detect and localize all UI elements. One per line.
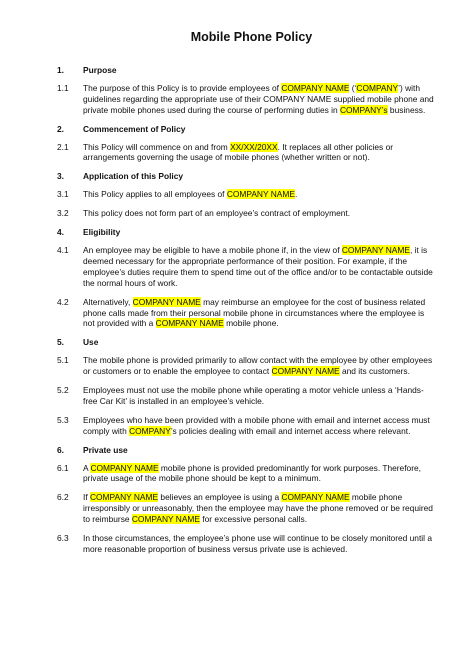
clause-number: 5.3 xyxy=(57,414,69,425)
clause-text xyxy=(83,355,438,377)
clause-number: 3.2 xyxy=(57,208,69,219)
clause-number: 6.3 xyxy=(57,533,69,544)
section-number: 1. xyxy=(57,65,64,75)
clause-text-run: . xyxy=(294,189,298,200)
section-heading xyxy=(57,124,438,135)
placeholder-highlight: COMPANY NAME xyxy=(341,244,410,255)
clause-text xyxy=(83,463,438,485)
clause-text-run: The purpose of this Policy is to provide employees of xyxy=(83,82,282,93)
placeholder-highlight: COMPANY NAME xyxy=(281,82,350,93)
clause-text-run: mobile phone is provided predominantly for work purposes. Therefore, private usage of the mobile phone should be kept to a minimum. xyxy=(83,462,421,484)
clause-text-run: business. xyxy=(387,104,426,115)
placeholder-highlight: COMPANY NAME xyxy=(271,366,340,377)
clause xyxy=(57,492,438,525)
clause xyxy=(57,385,438,407)
clause-text xyxy=(83,189,438,200)
clause-number: 3.1 xyxy=(57,189,69,200)
section-title: Use xyxy=(83,337,99,348)
clause-text-run: This Policy will commence on and from xyxy=(83,141,231,152)
section-number: 4. xyxy=(57,227,64,238)
clause-text xyxy=(83,83,438,116)
clause-text xyxy=(83,245,438,289)
section-heading xyxy=(57,227,438,238)
clause xyxy=(57,83,438,116)
clause-text-run: The mobile phone is provided primarily to allow contact with the employee by other employees or customers or to enable the employee to contact xyxy=(83,355,433,377)
clause-text xyxy=(83,297,438,330)
clause-text-run: (‘ xyxy=(349,82,357,93)
section-heading xyxy=(57,65,438,76)
clause-text-run: If xyxy=(83,492,90,503)
section-number: 3. xyxy=(57,171,64,182)
clause-number: 5.2 xyxy=(57,385,69,396)
clause-number: 4.1 xyxy=(57,244,69,255)
section-title: Private use xyxy=(83,444,128,455)
clause xyxy=(57,533,438,555)
clause xyxy=(57,245,438,289)
clause-text-run: mobile phone. xyxy=(223,318,279,329)
section-heading xyxy=(57,337,438,348)
placeholder-highlight: XX/XX/20XX xyxy=(230,141,278,152)
clause-text-run: Alternatively, xyxy=(83,296,133,307)
section-number: 5. xyxy=(57,337,64,348)
placeholder-highlight: COMPANY NAME xyxy=(155,318,224,329)
clause-text-run: and its customers. xyxy=(339,366,410,377)
document-body xyxy=(57,65,438,555)
clause-text xyxy=(83,385,438,407)
clause-text-run: In those circumstances, the employee’s phone use will continue to be closely monitored until a more reasonable proportion of business versus private use is achieved. xyxy=(83,533,432,554)
clause xyxy=(57,355,438,377)
clause xyxy=(57,415,438,437)
section-title: Commencement of Policy xyxy=(83,123,186,134)
section-heading xyxy=(57,171,438,182)
clause-text-run: may reimburse an employee for the cost of business related phone calls made from their personal mobile phone in circumstances where the employee is not provided with a xyxy=(83,296,426,329)
clause-text-run: ’) with guidelines regarding the appropriate use of their COMPANY NAME supplied mobile phone and private mobile phones used during the course of performing duties in xyxy=(83,82,434,115)
section-heading xyxy=(57,445,438,456)
placeholder-highlight: COMPANY xyxy=(356,82,399,93)
clause xyxy=(57,189,438,200)
clause-number: 6.1 xyxy=(57,462,69,473)
clause-number: 4.2 xyxy=(57,296,69,307)
clause-text xyxy=(83,492,438,525)
clause-number: 5.1 xyxy=(57,355,69,366)
section-title: Application of this Policy xyxy=(83,171,184,182)
clause-text-run: This Policy applies to all employees of xyxy=(83,189,227,200)
section-title: Purpose xyxy=(83,65,117,75)
clause-text-run: mobile phone irresponsibly or unreasonably, then the employee may have the phone removed or be required to reimburse xyxy=(83,492,433,525)
clause-text xyxy=(83,208,438,219)
clause xyxy=(57,142,438,164)
document-title: Mobile Phone Policy xyxy=(190,30,313,44)
clause-text-run: . It replaces all other policies or arrangements governing the usage of mobile phones (whether written or not). xyxy=(83,141,394,163)
section-number: 6. xyxy=(57,444,64,455)
placeholder-highlight: COMPANY’s xyxy=(339,104,388,115)
clause-text xyxy=(83,415,438,437)
clause-text-run: believes an employee is using a xyxy=(158,492,282,503)
clause-text xyxy=(83,142,438,164)
clause xyxy=(57,208,438,219)
clause-number: 6.2 xyxy=(57,492,69,503)
clause-number: 1.1 xyxy=(57,82,69,93)
placeholder-highlight: COMPANY NAME xyxy=(89,492,159,503)
clause-text-run: An employee may be eligible to have a mobile phone if, in the view of xyxy=(83,244,342,255)
clause-text-run: This policy does not form part of an employee’s contract of employment. xyxy=(83,208,351,219)
clause xyxy=(57,297,438,330)
placeholder-highlight: COMPANY NAME xyxy=(226,189,295,200)
placeholder-highlight: COMPANY NAME xyxy=(132,296,201,307)
clause-text-run: Employees who have been provided with a mobile phone with email and internet access must comply with xyxy=(83,414,430,436)
clause-number: 2.1 xyxy=(57,141,69,152)
clause-text-run: for excessive personal calls. xyxy=(199,514,308,525)
placeholder-highlight: COMPANY NAME xyxy=(90,462,159,473)
section-number: 2. xyxy=(57,123,64,134)
clause-text-run: ’s policies dealing with email and internet access where relevant. xyxy=(170,425,411,436)
clause-text xyxy=(83,533,438,555)
placeholder-highlight: COMPANY xyxy=(129,425,171,436)
placeholder-highlight: COMPANY NAME xyxy=(131,514,200,525)
placeholder-highlight: COMPANY NAME xyxy=(281,492,350,503)
clause xyxy=(57,463,438,485)
clause-text-run: Employees must not use the mobile phone while operating a motor vehicle unless a ‘Hands-free Car Kit’ is installed in an employee’s vehicle. xyxy=(83,385,424,406)
clause-text-run: A xyxy=(83,462,91,473)
clause-text-run: , it is deemed necessary for the appropriate performance of their position. For example, if the employee’s duties require them to spend time out of the office and/or to be contactable outside the normal hours of work. xyxy=(83,244,433,288)
section-title: Eligibility xyxy=(83,227,121,238)
